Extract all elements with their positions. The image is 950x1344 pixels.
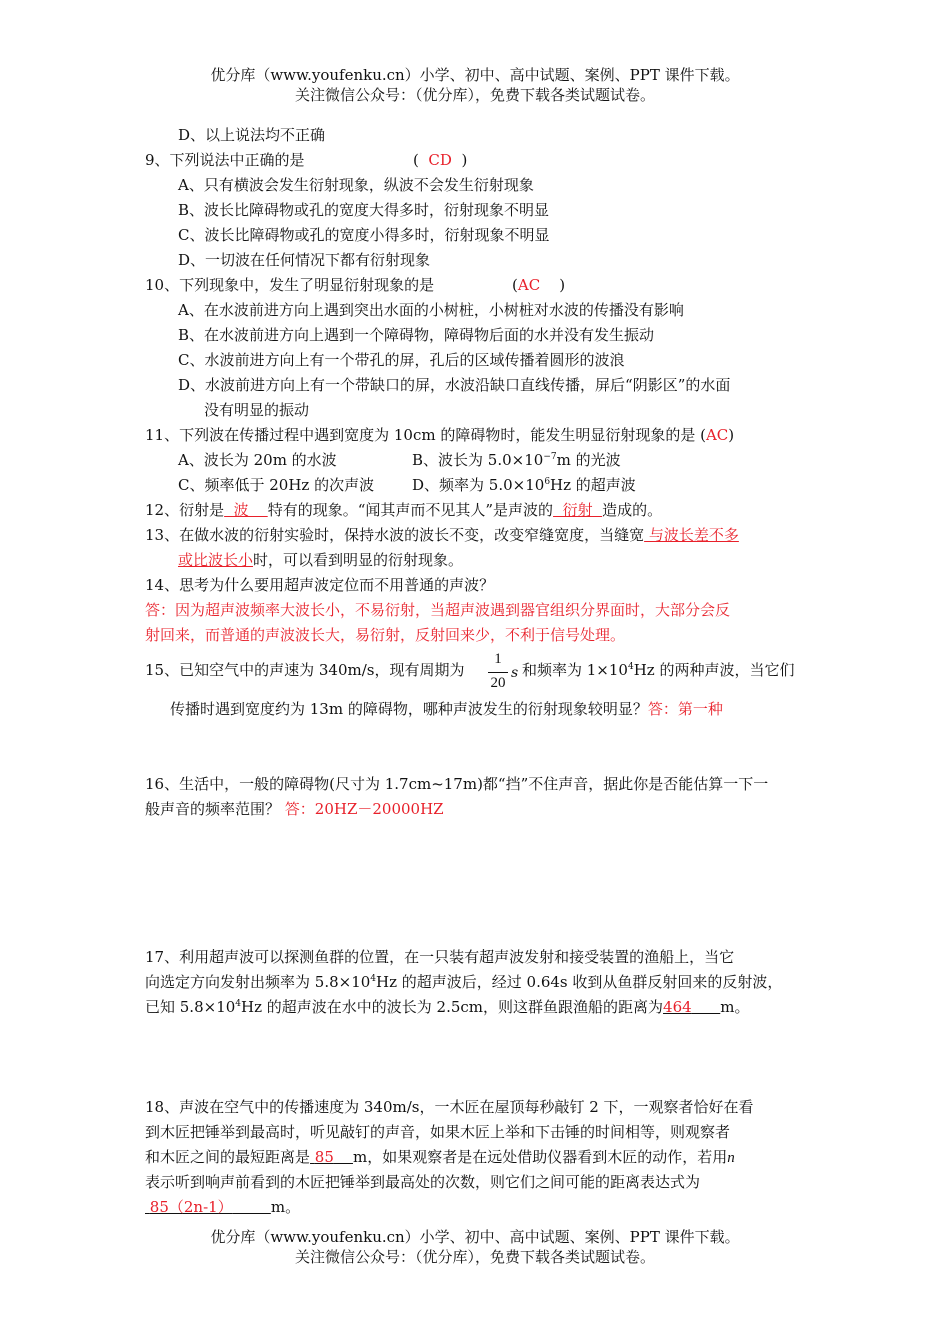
q18-line-3-text: 和木匠之间的最短距离是 — [145, 1148, 311, 1166]
q13-answer-part-1: 与波长差不多 — [644, 526, 739, 544]
q10-paren-open: ( — [512, 276, 518, 294]
q10-option-d-line2: 没有明显的振动 — [204, 401, 310, 419]
q11-option-b — [412, 449, 621, 471]
q11-option-b-text: B、波长为 5.0×10 — [412, 451, 544, 469]
q11-option-d — [412, 474, 636, 496]
q15-fraction-denominator: 20 — [490, 675, 506, 691]
q18-answer-2-blank — [145, 1198, 271, 1216]
q11-option-c: C、频率低于 20Hz 的次声波 — [178, 476, 375, 494]
q10-option-d-line1: D、水波前进方向上有一个带缺口的屏，水波沿缺口直线传播，屏后“阴影区”的水面 — [178, 376, 731, 394]
q11-answer: AC — [705, 426, 729, 444]
q13-line-2 — [178, 549, 463, 571]
q18-line-5-post: m。 — [270, 1198, 301, 1216]
q9-option-a: A、只有横波会发生衍射现象，纵波不会发生衍射现象 — [178, 176, 534, 194]
q10-paren-close: ) — [559, 276, 566, 294]
q17-line-3-post: m。 — [720, 998, 750, 1016]
q11-option-d-unit: Hz 的超声波 — [550, 476, 636, 494]
q10-option-c: C、水波前进方向上有一个带孔的屏，孔后的区域传播着圆形的波浪 — [178, 351, 625, 369]
q15-freq-post: Hz 的两种声波，当它们 — [633, 661, 795, 679]
q15-fraction-bar — [488, 672, 508, 673]
q11-stem — [145, 424, 734, 446]
header-line-2: 关注微信公众号：（优分库），免费下载各类试题试卷。 — [294, 86, 655, 104]
q10-stem — [145, 274, 566, 296]
header-line-1: 优分库（www.youfenku.cn）小学、初中、高中试题、案例、PPT 课件下载。 — [210, 66, 740, 84]
q10-option-b: B、在水波前进方向上遇到一个障碍物，障碍物后面的水并没有发生振动 — [178, 326, 655, 344]
q11-option-a: A、波长为 20m 的水波 — [178, 451, 337, 469]
q17-line-3-text: 已知 5.8×10 — [145, 998, 236, 1016]
q17-line-3-mid: Hz 的超声波在水中的波长为 2.5cm，则这群鱼跟渔船的距离为 — [241, 998, 664, 1016]
q15-line-1-post — [522, 659, 794, 681]
q13-answer-part-2: 或比波长小 — [178, 551, 254, 569]
q12 — [145, 499, 662, 521]
q11-option-b-unit: m 的光波 — [556, 451, 621, 469]
q11-option-b-exp: −7 — [543, 452, 557, 462]
q9-paren-open: ( — [413, 151, 419, 169]
q10-stem-text: 10、下列现象中，发生了明显衍射现象的是 — [145, 276, 435, 294]
q17-line-3-exp: 4 — [235, 999, 242, 1009]
q9-answer-paren — [413, 149, 467, 171]
q11-option-d-text: D、频率为 5.0×10 — [412, 476, 545, 494]
q8-option-d: D、以上说法均不正确 — [178, 126, 326, 144]
q9-option-c: C、波长比障碍物或孔的宽度小得多时，衍射现象不明显 — [178, 226, 550, 244]
q16-answer: 答：20HZ－20000HZ — [284, 800, 444, 818]
q10-answer-paren — [512, 274, 565, 296]
q18-variable-n: n — [727, 1150, 735, 1166]
q13-line-1 — [145, 524, 739, 546]
q18-line-1: 18、声波在空气中的传播速度为 340m/s，一木匠在屋顶每秒敲钉 2 下，一观察者恰好在看 — [145, 1098, 754, 1116]
q17-line-2-text: 向选定方向发射出频率为 5.8×10 — [145, 973, 371, 991]
q10-answer: AC — [517, 276, 541, 294]
q13-line-2-text: 时，可以看到明显的衍射现象。 — [253, 551, 464, 569]
q12-pre: 12、衍射是 — [145, 501, 225, 519]
q15-freq-text: 和频率为 1×10 — [522, 661, 628, 679]
q16-line-2-text: 般声音的频率范围？ — [145, 800, 281, 818]
q9-stem-text: 9、下列说法中正确的是 — [145, 151, 305, 169]
q11-option-d-exp: 6 — [544, 477, 551, 487]
q18-answer-2: 85（2n-1） — [149, 1198, 233, 1216]
q15-line-1-pre: 15、已知空气中的声速为 340m/s，现有周期为 — [145, 661, 465, 679]
q17-line-2-exp: 4 — [370, 974, 377, 984]
q18-answer-1-blank — [310, 1148, 353, 1166]
q17-line-1: 17、利用超声波可以探测鱼群的位置，在一只装有超声波发射和接受装置的渔船上，当它 — [145, 948, 735, 966]
q14-answer-line-2: 射回来，而普通的声波波长大，易衍射，反射回来少，不利于信号处理。 — [145, 626, 626, 644]
q9-option-d: D、一切波在任何情况下都有衍射现象 — [178, 251, 431, 269]
q16-line-2 — [145, 798, 444, 820]
footer-line-1: 优分库（www.youfenku.cn）小学、初中、高中试题、案例、PPT 课件下载。 — [210, 1228, 740, 1246]
q18-line-5 — [145, 1196, 300, 1218]
q18-line-2: 到木匠把锤举到最高时，听见敲钉的声音，如果木匠上举和下击锤的时间相等，则观察者 — [145, 1123, 731, 1141]
q9-option-b: B、波长比障碍物或孔的宽度大得多时，衍射现象不明显 — [178, 201, 550, 219]
q17-answer: 464 — [663, 998, 692, 1016]
q14-answer-line-1: 答：因为超声波频率大波长小，不易衍射，当超声波遇到器官组织分界面时，大部分会反 — [145, 601, 731, 619]
q15-line-2-text: 传播时遇到宽度约为 13m 的障碍物，哪种声波发生的衍射现象较明显？ — [170, 700, 648, 718]
q10-option-a: A、在水波前进方向上遇到突出水面的小树桩，小树桩对水波的传播没有影响 — [178, 301, 684, 319]
q17-answer-blank — [663, 998, 720, 1016]
q12-answer-1: 波 — [224, 501, 268, 519]
q9-stem — [145, 149, 468, 171]
q15-answer: 答：第一种 — [647, 700, 723, 718]
q15-fraction-numerator: 1 — [494, 651, 502, 667]
q17-line-3 — [145, 996, 750, 1018]
q18-answer-1: 85 — [314, 1148, 334, 1166]
q11-stem-text: 11、下列波在传播过程中遇到宽度为 10cm 的障碍物时，能发生明显衍射现象的是 ( — [145, 426, 706, 444]
q15-fraction-unit: s — [511, 665, 519, 681]
q9-paren-close: ) — [461, 151, 468, 169]
q15-freq-exp: 4 — [627, 662, 634, 672]
q17-line-2 — [145, 971, 782, 993]
q12-answer-2: 衍射 — [553, 501, 603, 519]
q12-mid: 特有的现象。“闻其声而不见其人”是声波的 — [267, 501, 554, 519]
q18-line-3-post: m，如果观察者是在远处借助仪器看到木匠的动作，若用 — [352, 1148, 728, 1166]
q15-line-2 — [170, 698, 723, 720]
q16-line-1: 16、生活中，一般的障碍物(尺寸为 1.7cm~17m)都“挡”不住声音，据此你是否能估算一下一 — [145, 775, 769, 793]
q13-line-1-text: 13、在做水波的衍射实验时，保持水波的波长不变，改变窄缝宽度，当缝宽 — [145, 526, 645, 544]
q18-line-4: 表示听到响声前看到的木匠把锤举到最高处的次数，则它们之间可能的距离表达式为 — [145, 1173, 701, 1191]
q9-answer: CD — [428, 151, 452, 169]
q11-paren-close: ) — [728, 426, 735, 444]
q18-line-3 — [145, 1146, 735, 1169]
footer-line-2: 关注微信公众号：（优分库），免费下载各类试题试卷。 — [294, 1248, 655, 1266]
q12-post: 造成的。 — [602, 501, 663, 519]
q14-stem: 14、思考为什么要用超声波定位而不用普通的声波？ — [145, 576, 495, 594]
q17-line-2-post: Hz 的超声波后，经过 0.64s 收到从鱼群反射回来的反射波， — [376, 973, 783, 991]
